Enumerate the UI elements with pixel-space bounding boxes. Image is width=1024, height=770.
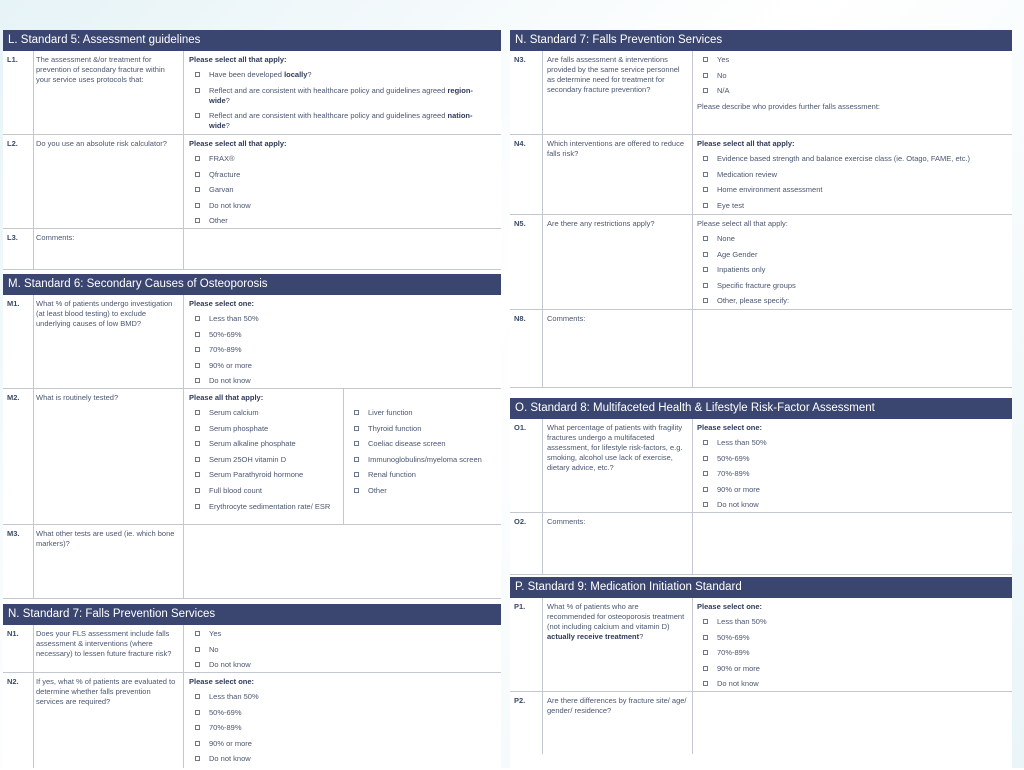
checkbox[interactable]	[354, 472, 359, 477]
options	[697, 219, 1007, 312]
options	[697, 602, 1007, 695]
question-number: N3.	[514, 55, 526, 64]
option-50-69[interactable]: 50%-69%	[189, 708, 489, 718]
option-70-89[interactable]: 70%-89%	[189, 345, 489, 355]
question-text: Are there differences by fracture site/ age/ gender/ residence?	[547, 696, 687, 715]
option-esr[interactable]: Erythrocyte sedimentation rate/ ESR	[189, 502, 339, 512]
option-90-or-more[interactable]: 90% or more	[189, 361, 489, 371]
question-text: Comments:	[547, 314, 586, 323]
checkbox[interactable]	[195, 72, 200, 77]
option-eye-test[interactable]: Eye test	[697, 201, 1007, 211]
option-inpatients-only[interactable]: Inpatients only	[697, 265, 1007, 275]
option-90-or-more[interactable]: 90% or more	[697, 485, 1007, 495]
checkbox[interactable]	[195, 378, 200, 383]
question-number: P1.	[514, 602, 526, 611]
options	[697, 55, 1007, 112]
question-text: Which interventions are offered to reduce falls risk?	[547, 139, 685, 158]
option-home-environment-assessment[interactable]: Home environment assessment	[697, 185, 1007, 195]
checkbox[interactable]	[195, 218, 200, 223]
option-do-not-know[interactable]: Do not know	[189, 376, 489, 386]
checkbox[interactable]	[195, 710, 200, 715]
checkbox[interactable]	[195, 441, 200, 446]
checkbox[interactable]	[703, 298, 708, 303]
option-serum-alkaline-phosphate[interactable]: Serum alkaline phosphate	[189, 439, 339, 449]
option-other[interactable]: Other	[348, 486, 498, 496]
section-o	[510, 398, 1012, 419]
checkbox[interactable]	[195, 472, 200, 477]
option-yes[interactable]: Yes	[697, 55, 1007, 65]
question-p1	[510, 598, 1012, 692]
checkbox[interactable]	[354, 410, 359, 415]
options	[189, 299, 489, 392]
comments-field[interactable]	[694, 312, 1008, 385]
option-na[interactable]: N/A	[697, 86, 1007, 96]
option-do-not-know[interactable]: Do not know	[697, 679, 1007, 689]
option-serum-calcium[interactable]: Serum calcium	[189, 408, 339, 418]
question-l1	[3, 51, 501, 135]
question-n1	[3, 625, 501, 673]
question-number: L3.	[7, 233, 18, 242]
question-number: L2.	[7, 139, 18, 148]
option-local[interactable]: Have been developed locally?	[189, 70, 489, 80]
option-do-not-know[interactable]: Do not know	[189, 754, 489, 764]
checkbox[interactable]	[703, 187, 708, 192]
question-text: What percentage of patients with fragility fractures undergo a multifaceted assessment, for lifestyle risk-factors, e.g. smoking, alcohol use lack of exercise, dietary advice, etc.?	[547, 423, 683, 472]
form-page-right	[510, 30, 1012, 768]
question-text: Comments:	[36, 233, 75, 242]
option-50-69[interactable]: 50%-69%	[697, 633, 1007, 643]
question-m2	[3, 389, 501, 525]
option-50-69[interactable]: 50%-69%	[189, 330, 489, 340]
question-text: Do you use an absolute risk calculator?	[36, 139, 167, 148]
options	[189, 629, 489, 676]
option-no[interactable]: No	[697, 71, 1007, 81]
question-m1	[3, 295, 501, 389]
option-full-blood-count[interactable]: Full blood count	[189, 486, 339, 496]
question-text: If yes, what % of patients are evaluated to determine whether falls prevention services are required?	[36, 677, 176, 706]
checkbox[interactable]	[195, 347, 200, 352]
checkbox[interactable]	[195, 203, 200, 208]
question-text: What % of patients undergo investigation (at least blood testing) to exclude underlying causes of low BMD?	[36, 299, 173, 328]
section-p	[510, 577, 1012, 598]
question-number: M1.	[7, 299, 20, 308]
option-nation-wide[interactable]: Reflect and are consistent with healthcare policy and guidelines agreed nation-wide?	[189, 111, 489, 131]
option-no[interactable]: No	[189, 645, 489, 655]
checkbox[interactable]	[703, 236, 708, 241]
option-less-than-50[interactable]: Less than 50%	[697, 617, 1007, 627]
options-instruction: Please select all that apply:	[697, 139, 795, 148]
checkbox[interactable]	[195, 725, 200, 730]
question-text: Comments:	[547, 517, 586, 526]
checkbox[interactable]	[195, 156, 200, 161]
option-50-69[interactable]: 50%-69%	[697, 454, 1007, 464]
option-70-89[interactable]: 70%-89%	[189, 723, 489, 733]
question-text: Does your FLS assessment include falls assessment & interventions (where necessary) to lessen future fracture risk?	[36, 629, 172, 658]
option-garvan[interactable]: Garvan	[189, 185, 489, 195]
question-text: What is routinely tested?	[36, 393, 119, 402]
comments-field[interactable]	[185, 231, 497, 267]
option-90-or-more[interactable]: 90% or more	[697, 664, 1007, 674]
section-heading: N. Standard 7: Falls Prevention Services	[510, 30, 1012, 51]
question-p2	[510, 692, 1012, 754]
option-other[interactable]: Other	[189, 216, 489, 226]
question-n2	[3, 673, 501, 768]
question-l3	[3, 229, 501, 270]
section-m	[3, 274, 501, 295]
checkbox[interactable]	[195, 172, 200, 177]
option-renal-function[interactable]: Renal function	[348, 470, 498, 480]
checkbox[interactable]	[703, 440, 708, 445]
option-age-gender[interactable]: Age Gender	[697, 250, 1007, 260]
checkbox[interactable]	[195, 662, 200, 667]
question-l2	[3, 135, 501, 229]
option-specific-fracture-groups[interactable]: Specific fracture groups	[697, 281, 1007, 291]
checkbox[interactable]	[195, 187, 200, 192]
checkbox[interactable]	[703, 203, 708, 208]
options-col-a	[189, 393, 339, 517]
other-tests-field[interactable]	[185, 527, 497, 596]
question-n5	[510, 215, 1012, 310]
section-heading: L. Standard 5: Assessment guidelines	[3, 30, 501, 51]
option-less-than-50[interactable]: Less than 50%	[189, 314, 489, 324]
comments-field[interactable]	[694, 515, 1008, 572]
options-instruction: Please select one:	[189, 677, 255, 686]
question-text: Are falls assessment & interventions provided by the same service personnel as determine need for treatment for secondary fracture prevention?	[547, 55, 680, 94]
option-do-not-know[interactable]: Do not know	[189, 201, 489, 211]
option-qfracture[interactable]: Qfracture	[189, 170, 489, 180]
options-col-b	[348, 408, 498, 502]
differences-field[interactable]	[694, 694, 1008, 752]
option-do-not-know[interactable]: Do not know	[189, 660, 489, 670]
options-instruction: Please select one:	[697, 602, 763, 611]
options-instruction: Please select one:	[189, 299, 255, 308]
checkbox[interactable]	[703, 650, 708, 655]
question-text: Are there any restrictions apply?	[547, 219, 655, 228]
checkbox[interactable]	[195, 647, 200, 652]
checkbox[interactable]	[703, 156, 708, 161]
options-instruction: Please select all that apply:	[189, 55, 287, 64]
question-number: P2.	[514, 696, 526, 705]
checkbox[interactable]	[703, 487, 708, 492]
option-frax[interactable]: FRAX®	[189, 154, 489, 164]
section-n	[3, 604, 501, 625]
question-number: M3.	[7, 529, 20, 538]
section-l	[3, 30, 501, 51]
checkbox[interactable]	[703, 666, 708, 671]
checkbox[interactable]	[703, 681, 708, 686]
checkbox[interactable]	[195, 694, 200, 699]
checkbox[interactable]	[195, 457, 200, 462]
checkbox[interactable]	[703, 456, 708, 461]
question-n3	[510, 51, 1012, 135]
question-number: N1.	[7, 629, 19, 638]
checkbox[interactable]	[703, 252, 708, 257]
checkbox[interactable]	[195, 363, 200, 368]
options-instruction: Please all that apply:	[189, 393, 264, 402]
question-text: What other tests are used (ie. which bone markers)?	[36, 529, 175, 548]
checkbox[interactable]	[195, 316, 200, 321]
question-number: M2.	[7, 393, 20, 402]
option-serum-25oh-vitamin-d[interactable]: Serum 25OH vitamin D	[189, 455, 339, 465]
checkbox[interactable]	[195, 113, 200, 118]
form-page-left	[3, 30, 501, 768]
checkbox[interactable]	[195, 504, 200, 509]
checkbox[interactable]	[195, 88, 200, 93]
checkbox[interactable]	[354, 441, 359, 446]
checkbox[interactable]	[354, 426, 359, 431]
checkbox[interactable]	[195, 631, 200, 636]
question-m3	[3, 525, 501, 599]
option-strength-balance-class[interactable]: Evidence based strength and balance exercise class (ie. Otago, FAME, etc.)	[697, 154, 1007, 164]
checkbox[interactable]	[703, 57, 708, 62]
options	[697, 423, 1007, 516]
option-do-not-know[interactable]: Do not know	[697, 500, 1007, 510]
option-70-89[interactable]: 70%-89%	[697, 648, 1007, 658]
question-text: The assessment &/or treatment for prevention of secondary fracture within your service uses protocols that:	[36, 55, 165, 84]
checkbox[interactable]	[195, 410, 200, 415]
option-coeliac-disease-screen[interactable]: Coeliac disease screen	[348, 439, 498, 449]
section-heading: N. Standard 7: Falls Prevention Services	[3, 604, 501, 625]
checkbox[interactable]	[195, 332, 200, 337]
question-number: N5.	[514, 219, 526, 228]
question-number: O1.	[514, 423, 527, 432]
checkbox[interactable]	[195, 756, 200, 761]
checkbox[interactable]	[703, 502, 708, 507]
options-instruction: Please select all that apply:	[697, 219, 788, 228]
question-n8	[510, 310, 1012, 388]
checkbox[interactable]	[195, 426, 200, 431]
options	[697, 139, 1007, 216]
checkbox[interactable]	[703, 283, 708, 288]
option-less-than-50[interactable]: Less than 50%	[189, 692, 489, 702]
options-instruction: Please select all that apply:	[189, 139, 287, 148]
option-immunoglobulins-myeloma-screen[interactable]: Immunoglobulins/myeloma screen	[348, 455, 498, 465]
checkbox[interactable]	[195, 741, 200, 746]
question-o2	[510, 513, 1012, 575]
question-o1	[510, 419, 1012, 513]
options	[189, 139, 489, 232]
checkbox[interactable]	[703, 619, 708, 624]
describe-instruction: Please describe who provides further falls assessment:	[697, 101, 881, 111]
checkbox[interactable]	[703, 73, 708, 78]
section-heading: O. Standard 8: Multifaceted Health & Lifestyle Risk-Factor Assessment	[510, 398, 1012, 419]
option-serum-phosphate[interactable]: Serum phosphate	[189, 424, 339, 434]
options	[189, 677, 489, 770]
option-medication-review[interactable]: Medication review	[697, 170, 1007, 180]
question-text: What % of patients who are recommended for osteoporosis treatment (not including calcium and vitamin D) actually receive treatment?	[547, 602, 685, 641]
section-heading: P. Standard 9: Medication Initiation Standard	[510, 577, 1012, 598]
checkbox[interactable]	[703, 172, 708, 177]
checkbox[interactable]	[703, 635, 708, 640]
option-serum-parathyroid-hormone[interactable]: Serum Parathyroid hormone	[189, 470, 339, 480]
question-number: N2.	[7, 677, 19, 686]
option-region-wide[interactable]: Reflect and are consistent with healthcare policy and guidelines agreed region-wide?	[189, 86, 489, 106]
option-liver-function[interactable]: Liver function	[348, 408, 498, 418]
option-thyroid-function[interactable]: Thyroid function	[348, 424, 498, 434]
question-number: N4.	[514, 139, 526, 148]
option-none[interactable]: None	[697, 234, 1007, 244]
question-number: L1.	[7, 55, 18, 64]
question-number: O2.	[514, 517, 527, 526]
section-heading: M. Standard 6: Secondary Causes of Osteoporosis	[3, 274, 501, 295]
checkbox[interactable]	[195, 488, 200, 493]
checkbox[interactable]	[354, 488, 359, 493]
option-other-specify[interactable]: Other, please specify:	[697, 296, 1007, 306]
question-number: N8.	[514, 314, 526, 323]
option-less-than-50[interactable]: Less than 50%	[697, 438, 1007, 448]
checkbox[interactable]	[703, 88, 708, 93]
checkbox[interactable]	[354, 457, 359, 462]
options-instruction: Please select one:	[697, 423, 763, 432]
section-n-continued	[510, 30, 1012, 51]
option-70-89[interactable]: 70%-89%	[697, 469, 1007, 479]
options	[189, 55, 489, 137]
checkbox[interactable]	[703, 267, 708, 272]
option-yes[interactable]: Yes	[189, 629, 489, 639]
question-n4	[510, 135, 1012, 215]
option-90-or-more[interactable]: 90% or more	[189, 739, 489, 749]
checkbox[interactable]	[703, 471, 708, 476]
